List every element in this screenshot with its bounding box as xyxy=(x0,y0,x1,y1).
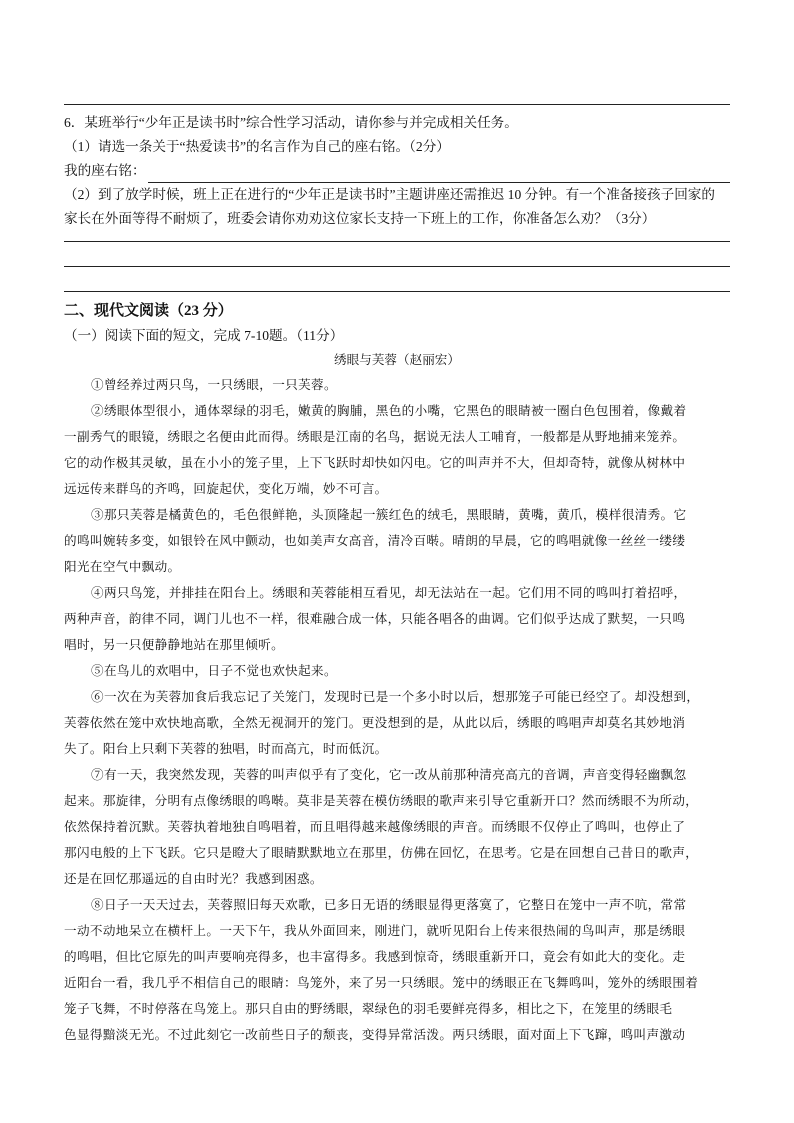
motto-label: 我的座右铭： xyxy=(64,163,146,178)
article-paragraph-1: ①曾经养过两只鸟，一只绣眼，一只芙蓉。 xyxy=(91,377,337,392)
paragraph-line: 一副秀气的眼镜，绣眼之名便由此而得。绣眼是江南的名鸟，据说无法人工哺育，一般都是从野地捕来笼养。 xyxy=(64,429,686,444)
paragraph-line: 一动不动地呆立在横杆上。一天下午，我从外面回来，刚进门，就听见阳台上传来很热闹的鸟叫声，那是绣眼 xyxy=(64,923,686,938)
paragraph-line: 远远传来群鸟的齐鸣，回旋起伏，变化万端，妙不可言。 xyxy=(64,481,388,496)
paragraph-line: ④两只鸟笼，并排挂在阳台上。绣眼和芙蓉能相互看见，却无法站在一起。它们用不同的鸣叫打着招呼， xyxy=(91,585,687,600)
paragraph-line: 还是在回忆那遥远的自由时光？我感到困惑。 xyxy=(64,871,323,886)
paragraph-line: 唱时，另一只便静静地站在那里倾听。 xyxy=(64,637,285,652)
top-answer-line xyxy=(64,104,730,105)
article-title: 绣眼与芙蓉（赵丽宏） xyxy=(334,352,460,367)
paragraph-line: ⑦有一天，我突然发现，芙蓉的叫声似乎有了变化，它一改从前那种清亮高亢的音调，声音变得轻幽飘忽 xyxy=(91,767,687,782)
paragraph-line: 笼子飞舞，不时停落在鸟笼上。那只自由的野绣眼，翠绿色的羽毛要鲜亮得多，相比之下，在笼里的绣眼毛 xyxy=(64,1001,673,1016)
paragraph-line: 色显得黯淡无光。不过此刻它一改前些日子的颓丧，变得异常活泼。两只绣眼，面对面上下飞蹿，鸣叫声激动 xyxy=(64,1027,686,1042)
paragraph-line: ⑧日子一天天过去，芙蓉照旧每天欢歌，已多日无语的绣眼显得更落寞了，它整日在笼中一声不吭，常常 xyxy=(91,897,687,912)
paragraph-line: 那闪电般的上下飞跃。它只是瞪大了眼睛默默地立在那里，仿佛在回忆，在思考。它是在回想自己昔日的歌声， xyxy=(64,845,699,860)
answer-line[interactable] xyxy=(64,266,730,267)
paragraph-line: ⑥一次在为芙蓉加食后我忘记了关笼门，发现时已是一个多小时以后，想那笼子可能已经空了。却没想到， xyxy=(91,689,700,704)
question-6-task-1: （1）请选一条关于“热爱读书”的名言作为自己的座右铭。（2分） xyxy=(64,139,450,154)
paragraph-line: 的鸣叫婉转多变，如银铃在风中颤动，也如美声女高音，清冷百啭。晴朗的早晨，它的鸣唱就像一丝丝一缕缕 xyxy=(64,533,686,548)
answer-line[interactable] xyxy=(64,291,730,292)
paragraph-line: 失了。阳台上只剩下芙蓉的独唱，时而高亢，时而低沉。 xyxy=(64,741,388,756)
paragraph-line: 阳光在空气中飘动。 xyxy=(64,559,181,574)
motto-answer-blank[interactable] xyxy=(148,165,730,183)
question-6-task-2-line-2: 家长在外面等得不耐烦了，班委会请你劝劝这位家长支持一下班上的工作，你准备怎么劝？（3分） xyxy=(64,211,656,226)
article-paragraph-5: ⑤在鸟儿的欢唱中，日子不觉也欢快起来。 xyxy=(91,663,337,678)
exam-page xyxy=(64,0,730,1048)
paragraph-line: 的鸣唱，但比它原先的叫声要响亮得多，也丰富得多。我感到惊奇，绣眼重新开口，竟会有如此大的变化。走 xyxy=(64,949,686,964)
motto-row xyxy=(64,159,730,183)
paragraph-line: 它的动作极其灵敏，虽在小小的笼子里，上下飞跃时却快如闪电。它的叫声并不大，但却奇特，就像从树林中 xyxy=(64,455,686,470)
paragraph-line: 依然保持着沉默。芙蓉执着地独自鸣唱着，而且唱得越来越像绣眼的声音。而绣眼不仅停止了鸣叫，也停止了 xyxy=(64,819,686,834)
paragraph-line: ③那只芙蓉是橘黄色的，毛色很鲜艳，头顶隆起一簇红色的绒毛，黑眼睛，黄嘴，黄爪，模样很清秀。它 xyxy=(91,507,687,522)
paragraph-line: 芙蓉依然在笼中欢快地高歌，全然无视洞开的笼门。更没想到的是，从此以后，绣眼的鸣唱声却莫名其妙地消 xyxy=(64,715,686,730)
paragraph-line: ②绣眼体型很小，通体翠绿的羽毛，嫩黄的胸脯，黑色的小嘴，它黑色的眼睛被一圈白色包围着，像戴着 xyxy=(91,403,687,418)
answer-line[interactable] xyxy=(64,241,730,242)
question-6-task-2-line-1: （2）到了放学时候，班上正在进行的“少年正是读书时”主题讲座还需推迟 10 分钟。有一个准备接孩子回家的 xyxy=(64,187,715,202)
paragraph-line: 起来。那旋律，分明有点像绣眼的鸣啭。莫非是芙蓉在模仿绣眼的歌声来引导它重新开口？然而绣眼不为所动， xyxy=(64,793,699,808)
paragraph-line: 近阳台一看，我几乎不相信自己的眼睛：鸟笼外，来了另一只绣眼。笼中的绣眼正在飞舞鸣叫，笼外的绣眼围着 xyxy=(64,975,699,990)
question-6-stem: 6．某班举行“少年正是读书时”综合性学习活动，请你参与并完成相关任务。 xyxy=(64,115,518,130)
section-title: 二、现代文阅读（23 分） xyxy=(64,303,233,319)
subsection-title: （一）阅读下面的短文，完成 7-10题。（11分） xyxy=(64,328,344,343)
paragraph-line: 两种声音，韵律不同，调门儿也不一样，很难融合成一体，只能各唱各的曲调。它们似乎达成了默契，一只鸣 xyxy=(64,611,686,626)
